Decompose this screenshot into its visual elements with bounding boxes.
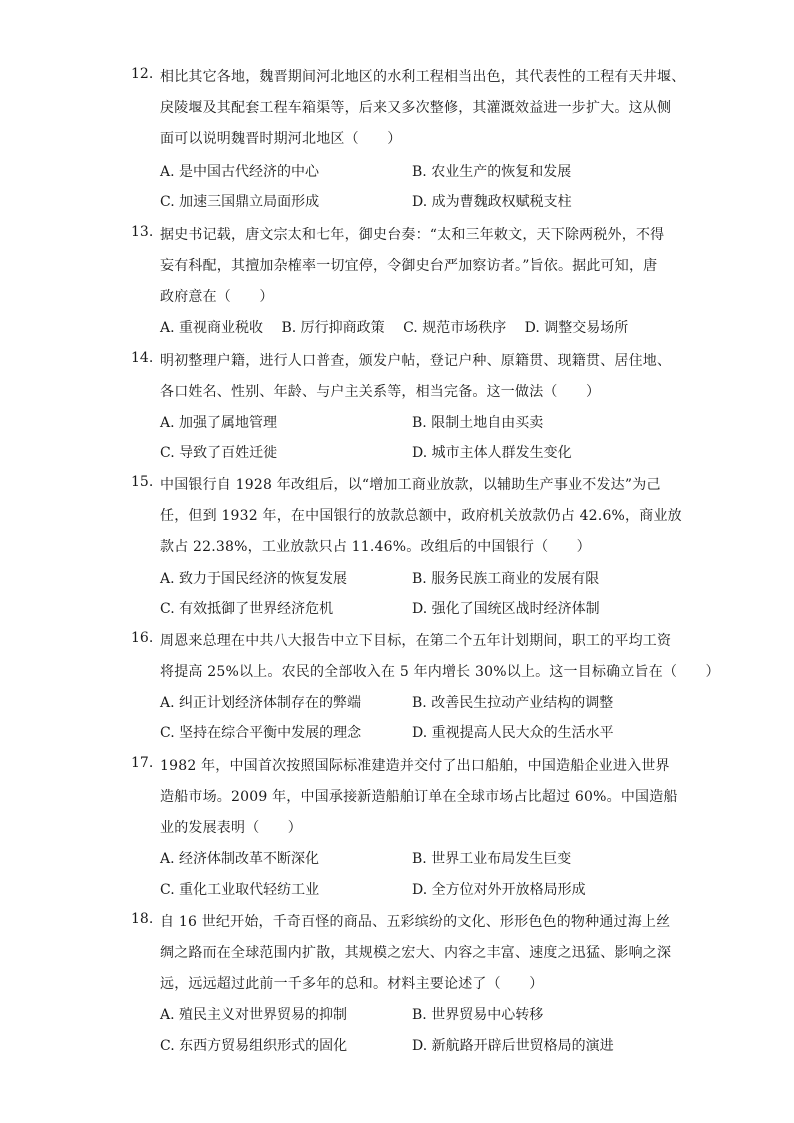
question-number: 15. [131, 474, 154, 490]
option-b: B. 改善民生拉动产业结构的调整 [412, 695, 614, 711]
question-text-line: 妄有科配，其擅加杂榷率一切宜停，令御史台严加察访者。”旨依。据此可知，唐 [160, 258, 658, 274]
option-b: B. 世界贸易中心转移 [412, 1007, 544, 1023]
option-d: D. 成为曹魏政权赋税支柱 [412, 194, 572, 210]
option-a: A. 是中国古代经济的中心 [160, 164, 320, 180]
question-text-line: 周恩来总理在中共八大报告中立下目标，在第二个五年计划期间，职工的平均工资 [160, 633, 672, 649]
option-b: B. 服务民族工商业的发展有限 [412, 571, 600, 587]
option-a: A. 加强了属地管理 [160, 415, 278, 431]
option-c: C. 坚持在综合平衡中发展的理念 [160, 725, 362, 741]
question-text-line: 据史书记载，唐文宗太和七年，御史台奏：“太和三年敕文，天下除两税外，不得 [160, 227, 665, 243]
question-text-line: 戾陵堰及其配套工程车箱渠等，后来又多次整修，其灌溉效益进一步扩大。这从侧 [160, 100, 672, 116]
question-text-line: 自 16 世纪开始，千奇百怪的商品、五彩缤纷的文化、形形色色的物种通过海上丝 [160, 914, 671, 930]
question-text-line: 将提高 25%以上。农民的全部收入在 5 年内增长 30%以上。这一目标确立旨在（ ） [160, 664, 720, 680]
question-text-line: 款占 22.38%，工业放款只占 11.46%。改组后的中国银行（ ） [160, 539, 591, 555]
option-d: D. 重视提高人民大众的生活水平 [412, 725, 614, 741]
question-number: 13. [131, 224, 154, 240]
option-b: B. 世界工业布局发生巨变 [412, 851, 572, 867]
option-c: C. 导致了百姓迁徙 [160, 445, 278, 461]
option-d: D. 强化了国统区战时经济体制 [412, 601, 600, 617]
question-number: 14. [131, 350, 154, 366]
question-text-line: 相比其它各地，魏晋期间河北地区的水利工程相当出色，其代表性的工程有天井堰、 [160, 69, 686, 85]
option-b: B. 限制土地自由买卖 [412, 415, 544, 431]
option-a: A. 纠正计划经济体制存在的弊端 [160, 695, 362, 711]
question-text-line: 各口姓名、性别、年龄、与户主关系等，相当完备。这一做法（ ） [160, 384, 601, 400]
question-number: 18. [131, 911, 154, 927]
option-a: A. 经济体制改革不断深化 [160, 851, 320, 867]
option-d: D. 城市主体人群发生变化 [412, 445, 572, 461]
question-text-line: 绸之路而在全球范围内扩散，其规模之宏大、内容之丰富、速度之迅猛、影响之深 [160, 945, 672, 961]
question-text-line: 政府意在（ ） [160, 289, 274, 305]
question-text-line: 明初整理户籍，进行人口普查，颁发户帖，登记户种、原籍贯、现籍贯、居住地、 [160, 353, 672, 369]
option-a: A. 致力于国民经济的恢复发展 [160, 571, 348, 587]
option-c: C. 重化工业取代轻纺工业 [160, 882, 320, 898]
option-b: B. 农业生产的恢复和发展 [412, 164, 572, 180]
options-inline: A. 重视商业税收 B. 厉行抑商政策 C. 规范市场秩序 D. 调整交易场所 [160, 320, 629, 336]
question-number: 16. [131, 630, 154, 646]
question-text-line: 远，远远超过此前一千多年的总和。材料主要论述了（ ） [160, 976, 544, 992]
question-text-line: 1982 年，中国首次按照国际标准建造并交付了出口船舶，中国造船企业进入世界 [160, 758, 670, 774]
question-number: 12. [131, 66, 154, 82]
question-text-line: 任，但到 1932 年，在中国银行的放款总额中，政府机关放款仍占 42.6%，商业放 [160, 508, 682, 524]
option-d: D. 新航路开辟后世贸格局的演进 [412, 1038, 614, 1054]
question-text-line: 造船市场。2009 年，中国承接新造船舶订单在全球市场占比超过 60%。中国造船 [160, 789, 678, 805]
option-d: D. 全方位对外开放格局形成 [412, 882, 586, 898]
option-c: C. 有效抵御了世界经济危机 [160, 601, 334, 617]
question-number: 17. [131, 755, 154, 771]
option-c: C. 加速三国鼎立局面形成 [160, 194, 320, 210]
option-c: C. 东西方贸易组织形式的固化 [160, 1038, 348, 1054]
question-text-line: 业的发展表明（ ） [160, 820, 302, 836]
question-text-line: 中国银行自 1928 年改组后，以“增加工商业放款，以辅助生产事业不发达”为己 [160, 477, 661, 493]
option-a: A. 殖民主义对世界贸易的抑制 [160, 1007, 348, 1023]
question-text-line: 面可以说明魏晋时期河北地区（ ） [160, 131, 402, 147]
